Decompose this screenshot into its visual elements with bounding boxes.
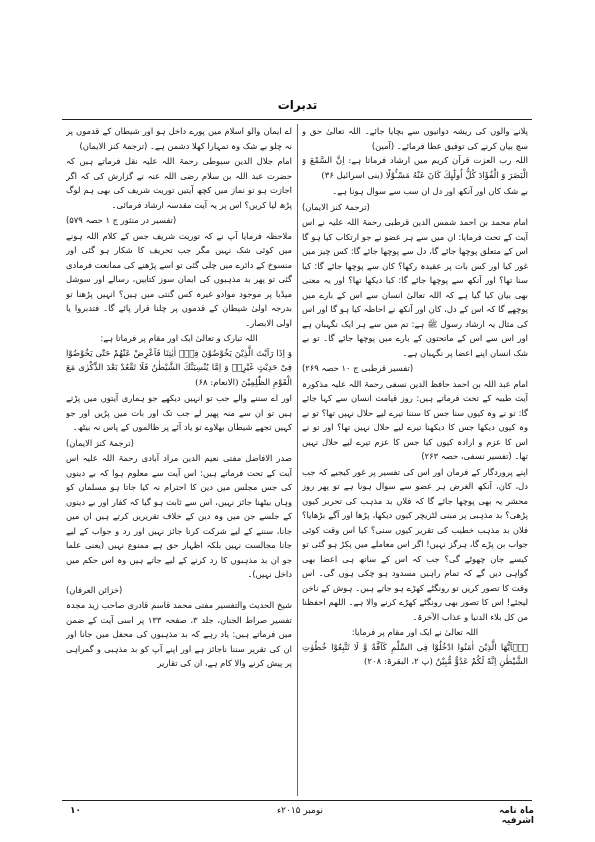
section-title: تدبرات — [277, 98, 318, 112]
paragraph: امام عبد اللہ بن احمد حافظ الدین نسفی رحمۃ اللہ علیہ مذکورہ آیت طیبہ کے تحت فرماتے ہیں: روز قیامت انسان سے کہا جائے گا: تو نے وہ کیوں سنا جس کا سننا تیرے لیے حلال نہیں تھا؟ تو نے وہ کیوں دیکھا جس کا دیکھنا تیرے لیے حلال نہیں تھا؟ اور تو نے اس کا عزم و ارادہ کیوں کیا جس کا عزم تیرے لیے حلال نہیں تھا۔ (تفسیر نسفی، حصہ ۲۶۳) — [302, 378, 528, 461]
citation: (تفسیر در منثور ج ۱ حصہ ۵۷۹) — [66, 215, 177, 225]
citation: (ترجمۂ کنز الایمان) — [66, 437, 134, 448]
magazine-name: ماہ نامہ اشرفیہ — [499, 806, 534, 826]
paragraph: امام محمد بن احمد شمس الدین قرطبی رحمۃ اللہ علیہ نے اس آیت کے تحت فرمایا: ان میں سے ہر عضو نے جو ارتکاب کیا ہو گا اس کے متعلق پوچھا جائے گا، دل سے پوچھا جائے گا: کس چیز میں غور کیا اور کس بات پر عقیدہ رکھا؟ کان سے پوچھا جائے گا: کیا سنا تھا؟ اور آنکھ سے پوچھا جائے گا: کیا دیکھا تھا؟ اور یہ معنی بھی بیان کیا گیا ہے کہ اللہ تعالیٰ انسان سے اس کے بارے میں پوچھے گا کہ اس کے دل، کان اور آنکھ نے احاطہ کیا ہو گا اور اس کی مثال یہ ارشاد رسول ﷺ ہے: تم میں سے ہر ایک نگہبان ہے اور اس سے اس کے ماتحتوں کے بارے میں پوچھا جائے گا۔ تو بے شک انسان اپنے اعضا پر نگہبان ہے۔ — [302, 217, 528, 358]
right-text-column — [302, 124, 528, 796]
footer-divider — [62, 800, 532, 801]
header-divider — [62, 119, 532, 120]
left-text-column — [66, 124, 292, 796]
citation: (تفسیر قرطبی ج ۱۰ حصہ ۲۶۹) — [302, 363, 414, 373]
issue-date: نومبر ۲۰۱۵ء — [276, 806, 324, 816]
citation: (خزائن العرفان) — [66, 584, 123, 595]
page-number: ۱۰ — [70, 806, 81, 816]
paragraph: امام جلال الدین سیوطی رحمۃ اللہ علیہ نقل فرماتے ہیں کہ حضرت عبد اللہ بن سلام رضی اللہ عنہ نے گزارش کی کہ اگر اجازت ہو تو نماز میں کچھ آیتیں توریت شریف کی بھی ہم لوگ پڑھ لیا کریں؟ اس پر یہ آیت مقدسہ ارشاد فرمائی۔ — [66, 156, 292, 210]
paragraph: اور اے سننے والے جب تو انہیں دیکھے جو ہماری آیتوں میں پڑتے ہیں تو ان سے منہ پھیر لے جب تک اور بات میں پڑیں اور جو کہیں تجھے شیطان بھلاوے تو یاد آئے پر ظالموں کے پاس نہ بیٹھ۔ — [66, 393, 292, 432]
paragraph: شیخ الحدیث والتفسیر مفتی محمد قاسم قادری صاحب زید مجدہ تفسیر صراط الجنان، جلد ۳، صفحہ ۱۳۳ پر اسی آیت کے ضمن میں فرماتے ہیں: یاد رہے کہ بد مذہبوں کی محفل میں جانا اور ان کی تقریر سننا ناجائز ہے اور اپنے آپ کو بد مذہبی و گمراہی پر پیش کرنے والا کام ہے، ان کی تقاریر — [66, 600, 292, 668]
quran-verse: یٰۤاَیُّهَا الَّذِیْنَ اٰمَنُوا ادْخُلُوْا فِی السِّلْمِ كَآفَّةً وَّ لَا تَتَّبِعُوْا خُطُوٰتِ الشَّیْطٰنِ اِنَّهٗ لَكُمْ عَدُوٌّ مُّبِیْنٌ (پ ۲، البقرۃ: ۲۰۸) — [302, 642, 528, 667]
quran-verse: اللہ رب العزت قرآن کریم میں ارشاد فرماتا ہے: اِنَّ السَّمْعَ وَ الْبَصَرَ وَ الْفُؤَادَ كُلُّ اُولٰٓىِٕكَ كَانَ عَنْهُ مَسْـُٔوْلًا (بنی اسرائیل ۳۶) — [302, 156, 528, 181]
paragraph: اپنے پروردگار کے فرمان اور اس کی تفسیر پر غور کیجیے کہ جب دل، کان، آنکھ الغرض ہر عضو سے سوال ہونا ہے تو پھر روز محشر یہ بھی پوچھا جائے گا کہ فلاں بد مذہب کی تحریر کیوں پڑھی؟ بد مذہبی پر مبنی لٹریچر کیوں دیکھا، پڑھا اور آگے بڑھایا؟ فلاں بد مذہب خطیب کی تقریر کیوں سنی؟ کیا اس وقت کوئی جواب بن پڑے گا، ہرگز نہیں! اگر اس معاملے میں پکڑ ہو گئی تو کیسے جان چھوٹے گی؟ جب کہ اس کے ساتھ ہی اعضا بھی گواہی دیں گے کہ تمام راہیں مسدود ہو چکی ہوں گی۔ اس وقت کا تصور کریں تو رونگٹے کھڑے ہو جاتے ہیں۔ ہوش کے ناخن لیجئے! اس کا تصور بھی رونگٹے کھڑے کرنے والا ہے۔ اللھم احفظنا من کل بلاء الدنیا و عذاب الآخرۃ۔ — [302, 466, 528, 622]
paragraph: ملاحظہ فرمایا آپ نے کہ توریت شریف جس کے کلام اللہ ہونے میں کوئی شک نہیں مگر جب تحریف کا شکار ہو گئی اور منسوخ کے دائرے میں چلی گئی تو اسے پڑھنے کی ممانعت فرمادی گئی تو پھر بد مذہبوں کی ایمان سوز کتابیں، رسالے اور سوشل میڈیا پر موجود موادو غیرہ کس گنتی میں ہیں؟ انہیں پڑھنا تو بدرجہ اولیٰ شیطان کے قدموں پر چلنا قرار پائے گا۔ فتدبروا یا اولی الابصار۔ — [66, 230, 292, 328]
paragraph: اللہ تعالیٰ نے ایک اور مقام پر فرمایا: — [351, 627, 479, 637]
paragraph: بے شک کان اور آنکھ اور دل ان سب سے سوال ہونا ہے۔ — [332, 186, 528, 196]
paragraph: صدر الافاضل مفتی نعیم الدین مراد آبادی رحمۃ اللہ علیہ اس آیت کے تحت فرماتے ہیں: اس آیت سے معلوم ہوا کہ بے دینوں کی جس مجلس میں دین کا احترام نہ کیا جاتا ہو مسلمان کو وہاں بیٹھنا جائز نہیں، اس سے ثابت ہو گیا کہ کفار اور بے دینوں کے جلسے جن میں وہ دین کے خلاف تقریریں کرتے ہیں ان میں جانا، سننے کے لیے شرکت کرنا جائز نہیں اور رد و جواب کے لیے جانا مجالست نہیں بلکہ اظہار حق ہے ممنوع نہیں (یعنی علما جو ان بد مذہبوں کا رد کرنے کے لیے جاتے ہیں وہ اس حکم میں داخل نہیں)۔ — [66, 453, 292, 579]
paragraph: پلانے والوں کی ریشہ دوانیوں سے بچایا جائے۔ اللہ تعالیٰ حق و سچ بیان کرنے کی توفیق عطا فرمائے۔ (آمین) — [302, 126, 528, 151]
quran-verse: وَ اِذَا رَاَیْتَ الَّذِیْنَ یَخُوْضُوْنَ فِیْۤ اٰیٰتِنَا فَاَعْرِضْ عَنْهُمْ حَتّٰى یَخُوْضُوْا فِیْ حَدِیْثٍ غَیْرِهٖ وَ اِمَّا یُنْسِیَنَّكَ الشَّیْطٰنُ فَلَا تَقْعُدْ بَعْدَ الذِّكْرٰى مَعَ الْقَوْمِ الظّٰلِمِیْنَ (الانعام: ۶۸) — [66, 348, 292, 388]
paragraph: اللہ تبارک و تعالیٰ ایک اور مقام پر فرماتا ہے: — [100, 333, 258, 343]
paragraph: اے ایمان والو اسلام میں پورے داخل ہو اور شیطان کے قدموں پر نہ چلو بے شک وہ تمہارا کھلا دشمن ہے۔ (ترجمۂ کنز الایمان) — [66, 126, 292, 151]
citation: (ترجمۂ کنز الایمان) — [302, 201, 370, 212]
column-divider — [297, 124, 298, 796]
